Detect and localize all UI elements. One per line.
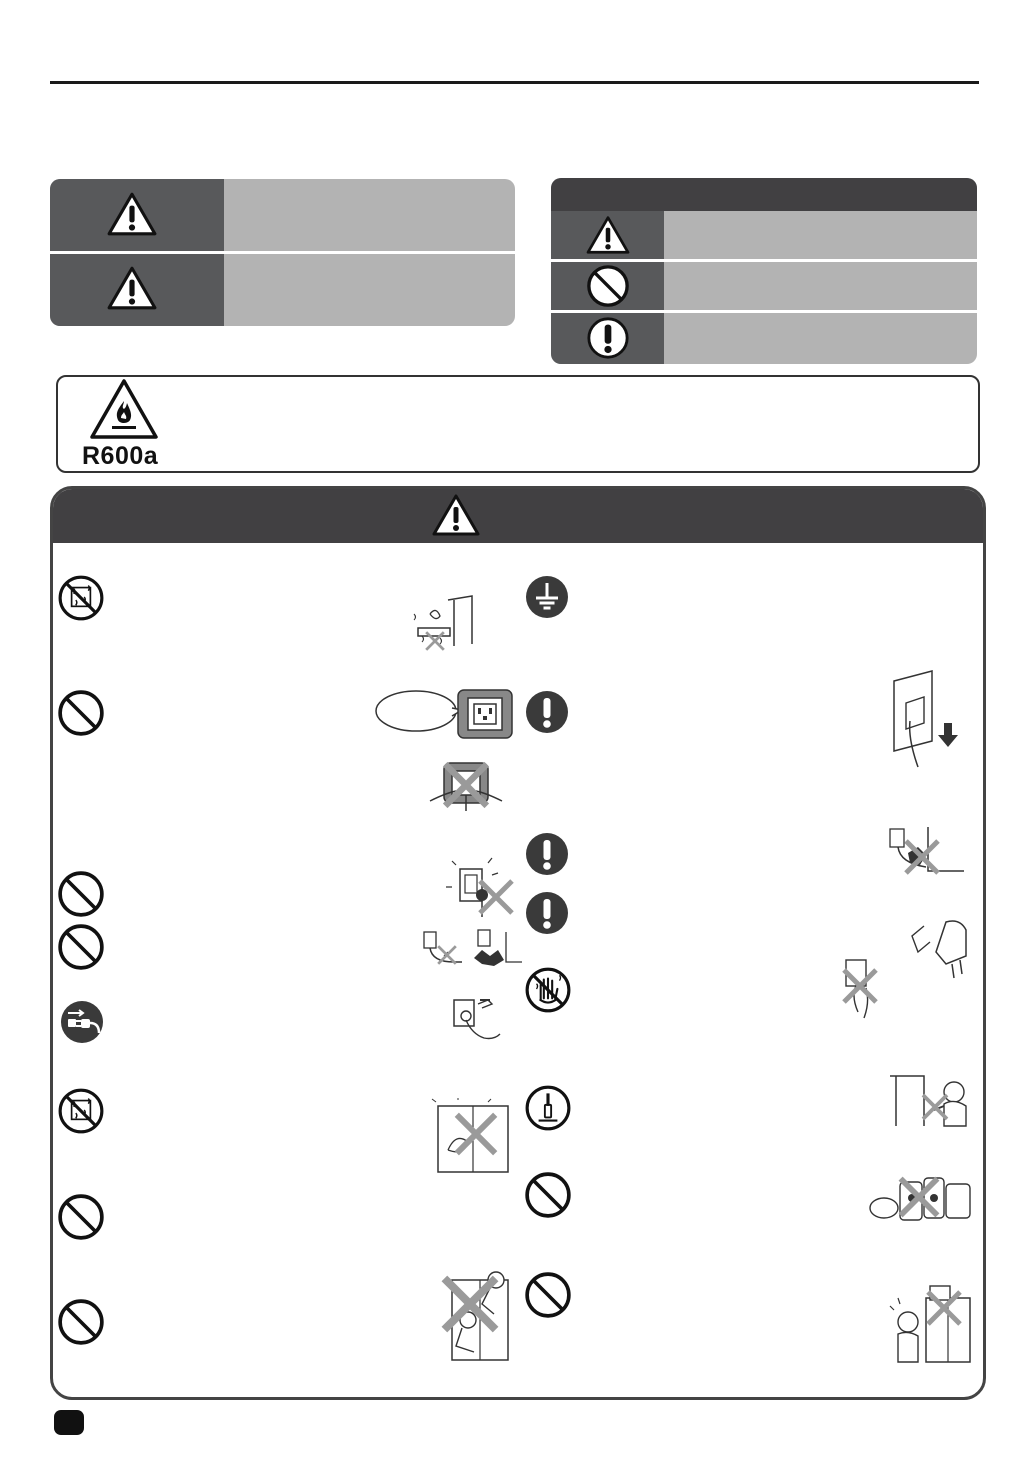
prohibition-icon: [524, 1271, 572, 1319]
hazard-legend-row-warning: [50, 179, 515, 251]
prohibition-icon: [586, 264, 630, 308]
prohibition-icon: [524, 1171, 572, 1219]
ground-icon: [524, 574, 570, 620]
mandatory-icon: [586, 316, 630, 360]
no-disassembly-illustration: [884, 1070, 970, 1128]
hazard-legend-panel: [50, 179, 515, 326]
warning-triangle-icon: [106, 265, 158, 311]
symbol-legend-row-mandatory: [551, 313, 977, 364]
cord-damage-illustration: [414, 922, 524, 972]
prohibition-icon: [57, 689, 105, 737]
dedicated-outlet-illustration: [374, 686, 514, 740]
climbing-child-illustration: [434, 1262, 514, 1362]
warning-section-header: [53, 489, 983, 543]
warning-triangle-icon: [106, 191, 158, 237]
cord-pinch-illustration: [880, 823, 966, 885]
unplug-wall-illustration: [882, 667, 964, 771]
water-splash-illustration: [410, 592, 480, 654]
open-fridge-spray-illustration: [428, 1098, 518, 1174]
symbol-legend-row-prohibition: [551, 262, 977, 310]
top-rule: [50, 81, 979, 84]
falling-objects-illustration: [888, 1284, 972, 1364]
hazard-legend-row-caution: [50, 254, 515, 326]
symbol-legend-panel: [551, 178, 977, 364]
dusty-plug-illustration: [836, 912, 976, 1022]
flammable-containers-illustration: [866, 1168, 974, 1224]
pull-plug-illustration: [444, 994, 508, 1046]
unplug-icon: [59, 999, 105, 1045]
multi-plug-adapter-illustration: [426, 757, 504, 813]
prohibition-icon: [57, 870, 105, 918]
prohibition-icon: [57, 923, 105, 971]
no-disassembly-icon: [524, 1084, 572, 1132]
mandatory-icon: [524, 890, 570, 936]
prohibition-icon: [57, 1193, 105, 1241]
no-water-spray-icon: [57, 1087, 105, 1135]
warning-triangle-icon: [585, 215, 631, 255]
refrigerant-notice-box: [56, 375, 980, 473]
refrigerant-label: R600a: [82, 442, 159, 470]
page-number-badge: [54, 1410, 84, 1435]
symbol-legend-row-warning: [551, 211, 977, 259]
mandatory-icon: [524, 689, 570, 735]
damaged-plug-illustration: [444, 857, 518, 921]
symbol-legend-header: [551, 178, 977, 211]
no-water-spray-icon: [57, 574, 105, 622]
prohibition-icon: [57, 1298, 105, 1346]
no-wet-hands-icon: [524, 966, 572, 1014]
flammable-icon: [88, 377, 160, 441]
mandatory-icon: [524, 831, 570, 877]
warning-triangle-icon: [431, 493, 481, 537]
